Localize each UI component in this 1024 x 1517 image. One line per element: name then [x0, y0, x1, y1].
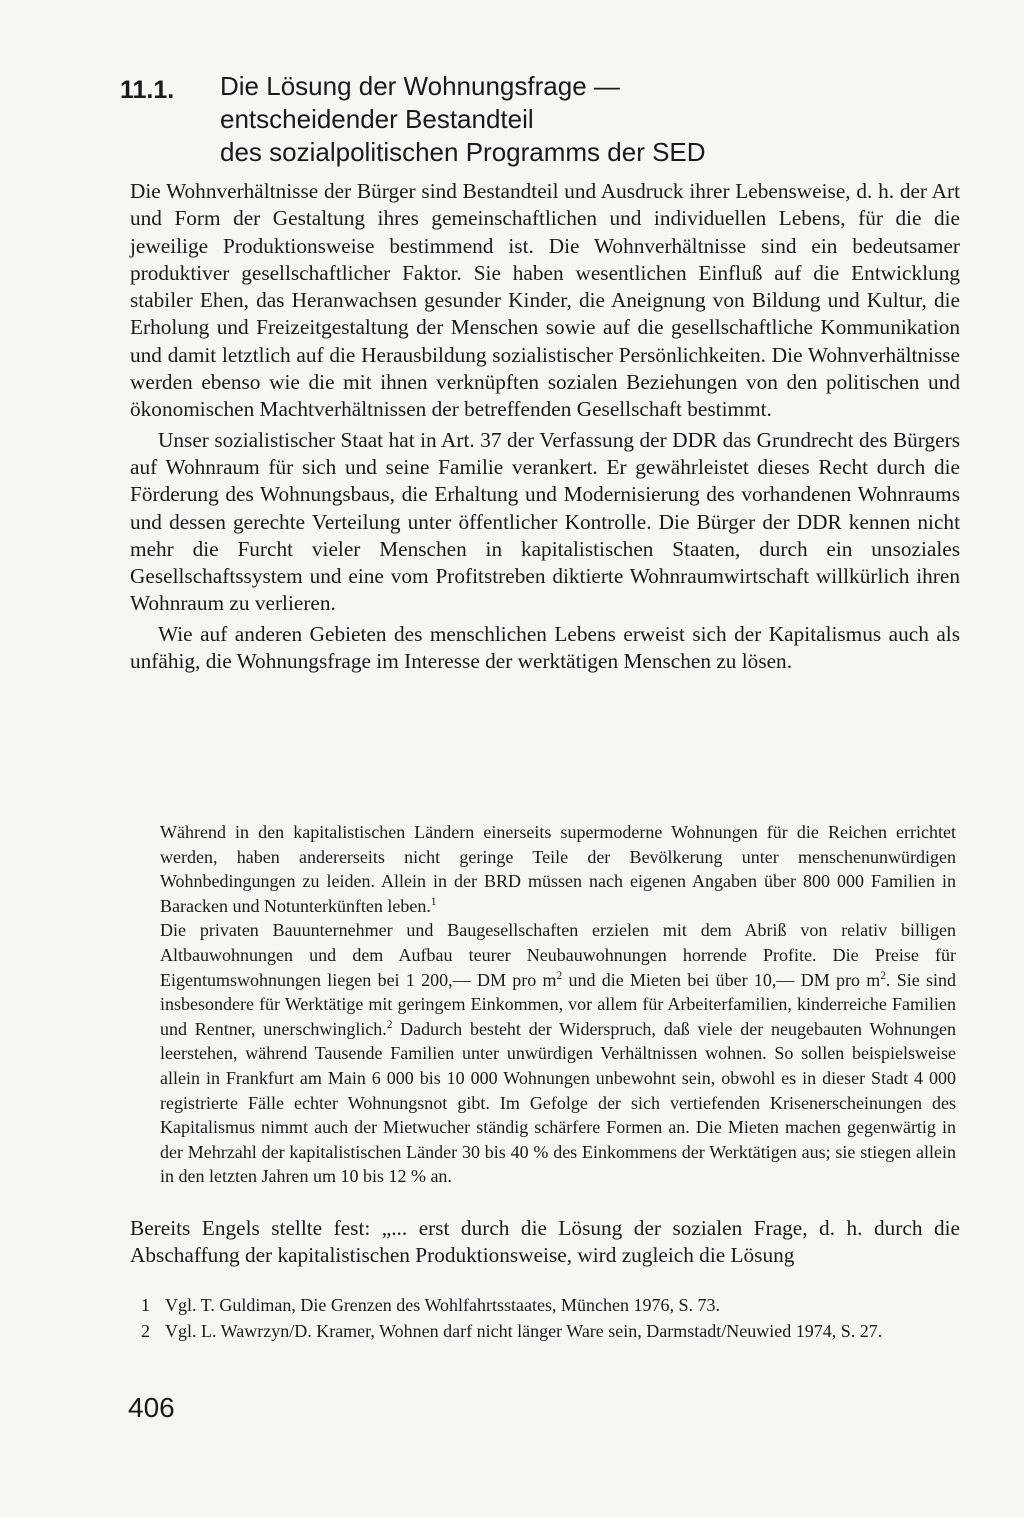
section-title-line-1: Die Lösung der Wohnungsfrage —: [220, 71, 620, 101]
footnotes: [141, 1292, 961, 1344]
footnote-ref-1: 1: [430, 895, 437, 908]
superscript-square-2: 2: [880, 969, 886, 982]
small-print-text-2c: . Sie sind insbesondere für Werktätige mit geringem Einkommen, vor allem für Arbeiterfamilien, kinderreiche Familien und Rentner, unerschwinglich.: [160, 969, 956, 1039]
superscript-square-1: 2: [556, 969, 563, 982]
footnote: [141, 1318, 961, 1344]
paragraph-4: Bereits Engels stellte fest: „... erst durch die Lösung der sozialen Frage, d. h. durch die Abschaffung der kapitalistischen Produktionsweise, wird zugleich die Lösung: [130, 1216, 960, 1268]
small-print-text-1: Während in den kapitalistischen Ländern einerseits supermoderne Wohnungen für die Reichen errichtet werden, haben andererseits nicht geringe Teile der Bevölkerung unter menschenunwürdigen Wohnbedingungen zu leiden. Allein in der BRD müssen nach eigenen Angaben über 800 000 Familien in Baracken und Notunterkünften leben.: [160, 822, 956, 916]
paragraph-2: Unser sozialistischer Staat hat in Art. 37 der Verfassung der DDR das Grundrecht des Bürgers auf Wohnraum für sich und seine Familie verankert. Er gewährleistet dieses Recht durch die Förderung des Wohnungsbaus, die Erhaltung und Modernisierung des vorhandenen Wohnraums und dessen gerechte Verteilung unter öffentlicher Kontrolle. Die Bürger der DDR kennen nicht mehr die Furcht vieler Menschen in kapitalistischen Staaten, durch ein unsoziales Gesellschaftssystem und eine vom Profitstreben diktierte Wohnraumwirtschaft willkürlich ihren Wohnraum zu verlieren.: [130, 427, 960, 616]
footnote-text: Vgl. L. Wawrzyn/D. Kramer, Wohnen darf nicht länger Ware sein, Darmstadt/Neuwied 1974, S. 27.: [165, 1321, 883, 1341]
small-print-text-2b: und die Mieten bei über 10,— DM pro m: [562, 969, 881, 990]
footnote-number: 1: [141, 1295, 150, 1315]
continuing-text: [130, 1215, 960, 1270]
paragraph-1: Die Wohnverhältnisse der Bürger sind Bestandteil und Ausdruck ihrer Lebensweise, d. h. der Art und Form der Gestaltung ihres gemeinschaftlichen und individuellen Lebens, für die die jeweilige Produktionsweise bestimmend ist. Die Wohnverhältnisse sind ein bedeutsamer produktiver gesellschaftlicher Faktor. Sie haben wesentlichen Einfluß auf die Entwicklung stabiler Ehen, das Heranwachsen gesunder Kinder, die Aneignung von Bildung und Kultur, die Erholung und Freizeitgestaltung der Menschen sowie auf die gesellschaftliche Kommunikation und damit letztlich auf die Herausbildung sozialistischer Persönlichkeiten. Die Wohnverhältnisse werden ebenso wie die mit ihnen verknüpften sozialen Beziehungen von den politischen und ökonomischen Machtverhältnissen der betreffenden Gesellschaft bestimmt.: [130, 179, 960, 422]
small-print-block: [160, 820, 956, 1189]
footnote: [141, 1292, 961, 1318]
small-print-text-2a: Die privaten Bauunternehmer und Baugesellschaften erzielen mit dem Abriß von relativ billigen Altbauwohnungen und dem Aufbau teurer Neubauwohnungen horrende Profite. Die Preise für Eigentumswohnungen liegen bei 1 200,— DM pro m: [160, 920, 956, 990]
small-print-paragraph-1: [160, 820, 956, 918]
footnote-text: Vgl. T. Guldiman, Die Grenzen des Wohlfahrtsstaates, München 1976, S. 73.: [165, 1295, 720, 1315]
section-title-line-3: des sozialpolitischen Programms der SED: [220, 137, 706, 167]
footnote-number: 2: [141, 1321, 150, 1341]
section-number: 11.1.: [120, 76, 175, 104]
main-text: [130, 178, 960, 675]
small-print-text-2d: Dadurch besteht der Widerspruch, daß viele der neugebauten Wohnungen leerstehen, während Tausende Familien unter unwürdigen Verhältnissen wohnen. So sollen beispielsweise allein in Frankfurt am Main 6 000 bis 10 000 Wohnungen unbewohnt sein, obwohl es in dieser Stadt 4 000 registrierte Fälle echter Wohnungsnot gibt. Im Gefolge der sich vertiefenden Krisenerscheinungen des Kapitalismus nimmt auch der Mietwucher ständig schärfere Formen an. Die Mieten machen gegenwärtig in der Mehrzahl der kapitalistischen Länder 30 bis 40 % des Einkommens der Werktätigen aus; sie stiegen allein in den letzten Jahren um 10 bis 12 % an.: [160, 1018, 956, 1187]
section-title: [220, 70, 706, 169]
page-number: 406: [128, 1392, 175, 1423]
section-title-line-2: entscheidender Bestandteil: [220, 104, 534, 134]
footnote-ref-2: 2: [386, 1018, 393, 1031]
small-print-paragraph-2: [160, 918, 956, 1189]
paragraph-3: Wie auf anderen Gebieten des menschlichen Lebens erweist sich der Kapitalismus auch als unfähig, die Wohnungsfrage im Interesse der werktätigen Menschen zu lösen.: [130, 621, 960, 674]
